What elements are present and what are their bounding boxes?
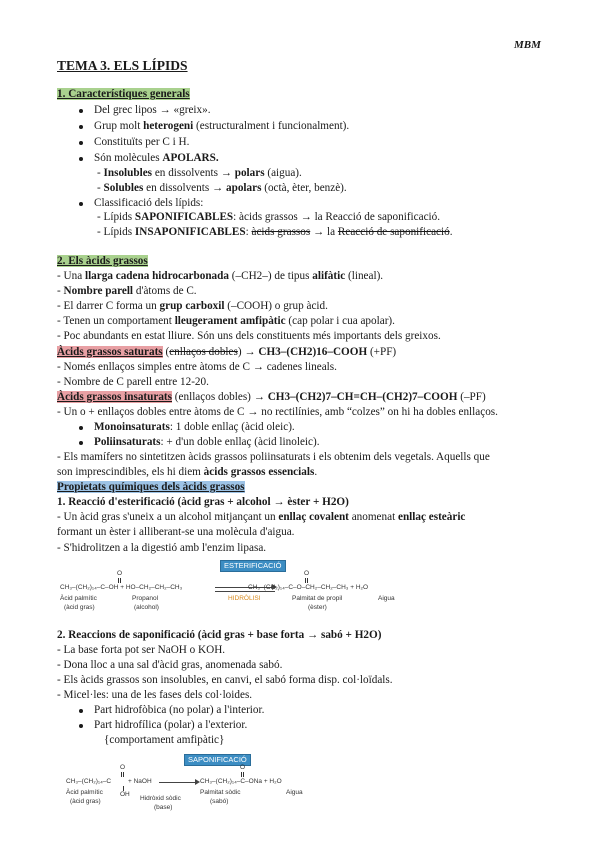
essential-line-2: [57, 465, 317, 479]
reaction-2-note: {comportament amfipàtic}: [104, 734, 225, 746]
bullet: [79, 109, 83, 113]
saponification-box: SAPONIFICACIÓ: [184, 754, 251, 766]
text-bold: SAPONIFICABLES: [134, 211, 234, 223]
text: - Lípids: [97, 226, 135, 238]
s1-sub-1: [97, 166, 302, 180]
label-ester-sub: (èster): [308, 604, 327, 611]
text-bold: llarga cadena hidrocarbonada: [84, 270, 229, 282]
page-title: TEMA 3. ELS LÍPIDS: [57, 58, 188, 73]
text: - Lípids: [97, 211, 135, 223]
double-bond-mark: [118, 578, 119, 583]
properties-heading-text: Propietats químiques dels àcids grassos: [57, 481, 245, 493]
label-hydrolysis: HIDRÒLISI: [228, 595, 261, 602]
saponification-diagram: [66, 754, 326, 820]
text: (octà, èter, benzè).: [261, 182, 347, 194]
s1-bullet-5: Classificació dels lípids:: [94, 197, 204, 209]
saturated-line-1: - Només enllaços simples entre àtoms de C → cadenes lineals.: [57, 361, 337, 373]
reaction-2-line-1: - La base forta pot ser NaOH o KOH.: [57, 644, 226, 656]
text: .: [449, 226, 453, 238]
text-bold: enllaç covalent: [278, 511, 349, 523]
text: (: [162, 346, 170, 358]
text: (cap polar i cua apolar).: [285, 315, 395, 327]
text-bold: polars: [234, 167, 265, 179]
text: - El darrer C forma un: [57, 300, 160, 312]
reaction-2-bullet-2: Part hidrofílica (polar) a l'exterior.: [94, 719, 248, 731]
esterification-diagram: [60, 558, 400, 620]
text: -: [97, 167, 104, 179]
reaction-2-line-4: - Micel·les: una de les fases dels col·loides.: [57, 689, 253, 701]
unsaturated-line-1: - Un o + enllaços dobles entre àtoms de C → no rectilínies, amb “colzes” on hi ha dobles enllaços.: [57, 406, 498, 418]
reaction-2-title: 2. Reaccions de saponificació (àcid gras + base forta → sabó + H2O): [57, 629, 382, 641]
text-bold: Insolubles: [103, 167, 153, 179]
s1-class-2: [97, 225, 453, 239]
bullet: [79, 441, 83, 445]
double-bond-mark: [305, 578, 306, 583]
section-1-heading-text: 1. Característiques generals: [57, 88, 190, 100]
text-struck: àcids grassos: [251, 226, 311, 238]
label-soap-sub: (sabó): [210, 798, 229, 805]
bullet: [79, 202, 83, 206]
text-bold: àcids grassos essencials: [203, 466, 315, 478]
s2-line-2: [57, 284, 197, 298]
saponification-equation-right: CH₃–(CH₂)₁₄–C–ONa + H₂O: [200, 778, 282, 785]
label-palmitic-sub: (àcid gras): [70, 798, 101, 805]
reaction-2-line-3: - Els àcids grassos son insolubles, en canvi, el sabó forma disp. col·loïdals.: [57, 674, 393, 686]
text: → la: [310, 226, 338, 238]
text-bold: heterogeni: [143, 120, 194, 132]
bullet: [79, 426, 83, 430]
reverse-arrow: [215, 591, 275, 592]
text: : 1 doble enllaç (àcid oleic).: [169, 421, 295, 433]
text: (+PF): [367, 346, 397, 358]
double-bond-mark: [241, 772, 242, 777]
o-label: O: [240, 764, 246, 771]
text: (enllaços dobles) →: [172, 391, 268, 403]
unsaturated-formula: CH3–(CH2)7–CH=CH–(CH2)7–COOH: [267, 391, 458, 403]
s2-line-4: [57, 314, 395, 328]
bullet: [79, 724, 83, 728]
saturated-line-2: - Nombre de C parell entre 12-20.: [57, 376, 209, 388]
o-label: O: [304, 570, 310, 577]
text: : àcids grassos → la Reacció de saponificació.: [233, 211, 441, 223]
s1-bullet-1: Del grec lipos → «greix».: [94, 104, 211, 116]
text-struck: Reacció de saponificació: [337, 226, 450, 238]
label-propanol: Propanol: [132, 595, 159, 602]
text: - Tenen un comportament: [57, 315, 175, 327]
text-bold: lleugerament amfipàtic: [174, 315, 286, 327]
text-bold: apolars: [226, 182, 262, 194]
label-hydroxide-sub: (base): [154, 804, 173, 811]
oh-label: OH: [120, 791, 130, 798]
s2-line-3: [57, 299, 328, 313]
text: (–COOH) o grup àcid.: [224, 300, 328, 312]
forward-arrow: [159, 782, 197, 783]
bullet: [79, 125, 83, 129]
s1-sub-2: [97, 181, 347, 195]
text-bold: Nombre parell: [63, 285, 134, 297]
label-palmitic: Àcid palmític: [60, 595, 97, 602]
text: - Una: [57, 270, 85, 282]
text: son imprescindibles, els hi diem: [57, 466, 204, 478]
esterification-equation-left: CH₃–(CH₂)₁₄–C–OH + HO–CH₂–CH₂–CH₃: [60, 584, 183, 591]
label-soap: Palmitat sòdic: [200, 789, 241, 796]
text: (lineal).: [345, 270, 384, 282]
text: .: [314, 466, 318, 478]
saturated-heading: [57, 345, 396, 359]
o-label: O: [117, 570, 123, 577]
s2-line-5: - Poc abundants en estat lliure. Són uns dels constituents més importants dels greixos.: [57, 330, 441, 342]
text-bold: Monoinsaturats: [94, 421, 170, 433]
text: (–PF): [457, 391, 486, 403]
poli-bullet: [94, 435, 320, 449]
author-initials: MBM: [514, 39, 541, 51]
text: -: [97, 182, 104, 194]
text: Grup molt: [94, 120, 144, 132]
reaction-1-title: 1. Reacció d'esterificació (àcid gras + alcohol → èster + H2O): [57, 496, 349, 508]
s1-bullet-2: [94, 119, 349, 133]
s1-bullet-3: Constituïts per C i H.: [94, 136, 190, 148]
naoh-label: + NaOH: [128, 778, 152, 785]
text: anomenat: [348, 511, 398, 523]
section-2-heading: [57, 254, 148, 268]
text: en dissolvents →: [143, 182, 226, 194]
text: -: [57, 285, 64, 297]
text: - Un àcid gras s'uneix a un alcohol mitjançant un: [57, 511, 279, 523]
bullet: [79, 709, 83, 713]
esterification-box: ESTERIFICACIÓ: [220, 560, 286, 572]
text: Són molècules: [94, 152, 163, 164]
mono-bullet: [94, 420, 295, 434]
text: :: [245, 226, 252, 238]
reaction-1-line-3: - S'hidrolitzen a la digestió amb l'enzim lipasa.: [57, 542, 267, 554]
label-ester: Palmitat de propil: [292, 595, 343, 602]
saturated-formula: CH3–(CH2)16–COOH: [258, 346, 368, 358]
unsaturated-label: Àcids grassos insaturats: [57, 391, 172, 403]
text: en dissolvents →: [152, 167, 235, 179]
o-label: O: [120, 764, 126, 771]
label-palmitic-sub: (àcid gras): [64, 604, 95, 611]
s2-line-1: [57, 269, 383, 283]
text: (aigua).: [264, 167, 302, 179]
s1-bullet-4: [94, 151, 219, 165]
text-bold: alifàtic: [312, 270, 346, 282]
reaction-1-line-2: formant un èster i alliberant-se una molècula d'aigua.: [57, 526, 295, 538]
label-water: Aigua: [286, 789, 303, 796]
text-bold: enllaç esteàric: [397, 511, 466, 523]
text-bold: Solubles: [103, 182, 144, 194]
s1-class-1: [97, 210, 440, 224]
esterification-equation-right: CH₃–(CH₂)₁₄–C–O–CH₂–CH₂–CH₃ + H₂O: [248, 584, 369, 591]
double-bond-mark: [121, 772, 122, 777]
text: (–CH2–) de tipus: [228, 270, 313, 282]
unsaturated-heading: [57, 390, 486, 404]
text: : + d'un doble enllaç (àcid linoleic).: [160, 436, 320, 448]
text-bold: grup carboxil: [159, 300, 225, 312]
section-2-heading-text: 2. Els àcids grassos: [57, 255, 148, 267]
reaction-2-line-2: - Dona lloc a una sal d'àcid gras, anomenada sabó.: [57, 659, 283, 671]
properties-heading: [57, 480, 245, 494]
text: ) →: [237, 346, 259, 358]
text-bold: Poliinsaturats: [94, 436, 161, 448]
bullet: [79, 157, 83, 161]
label-hydroxide: Hidròxid sòdic: [140, 795, 181, 802]
saponification-equation-left: CH₃–(CH₂)₁₄–C: [66, 778, 112, 785]
text: d'àtoms de C.: [133, 285, 197, 297]
label-propanol-sub: (alcohol): [134, 604, 159, 611]
section-1-heading: [57, 87, 190, 101]
label-water: Aigua: [378, 595, 395, 602]
text-struck: enllaços dobles: [169, 346, 238, 358]
bullet: [79, 141, 83, 145]
reaction-1-line-1: [57, 510, 465, 524]
reaction-2-bullet-1: Part hidrofòbica (no polar) a l'interior.: [94, 704, 265, 716]
label-palmitic: Àcid palmític: [66, 789, 103, 796]
text: (estructuralment i funcionalment).: [193, 120, 350, 132]
text-bold: APOLARS.: [162, 152, 219, 164]
saturated-label: Àcids grassos saturats: [57, 346, 163, 358]
text-bold: INSAPONIFICABLES: [134, 226, 246, 238]
essential-line-1: - Els mamífers no sintetitzen àcids grassos poliinsaturats i els obtenim dels vegetals. Aquells que: [57, 451, 490, 463]
